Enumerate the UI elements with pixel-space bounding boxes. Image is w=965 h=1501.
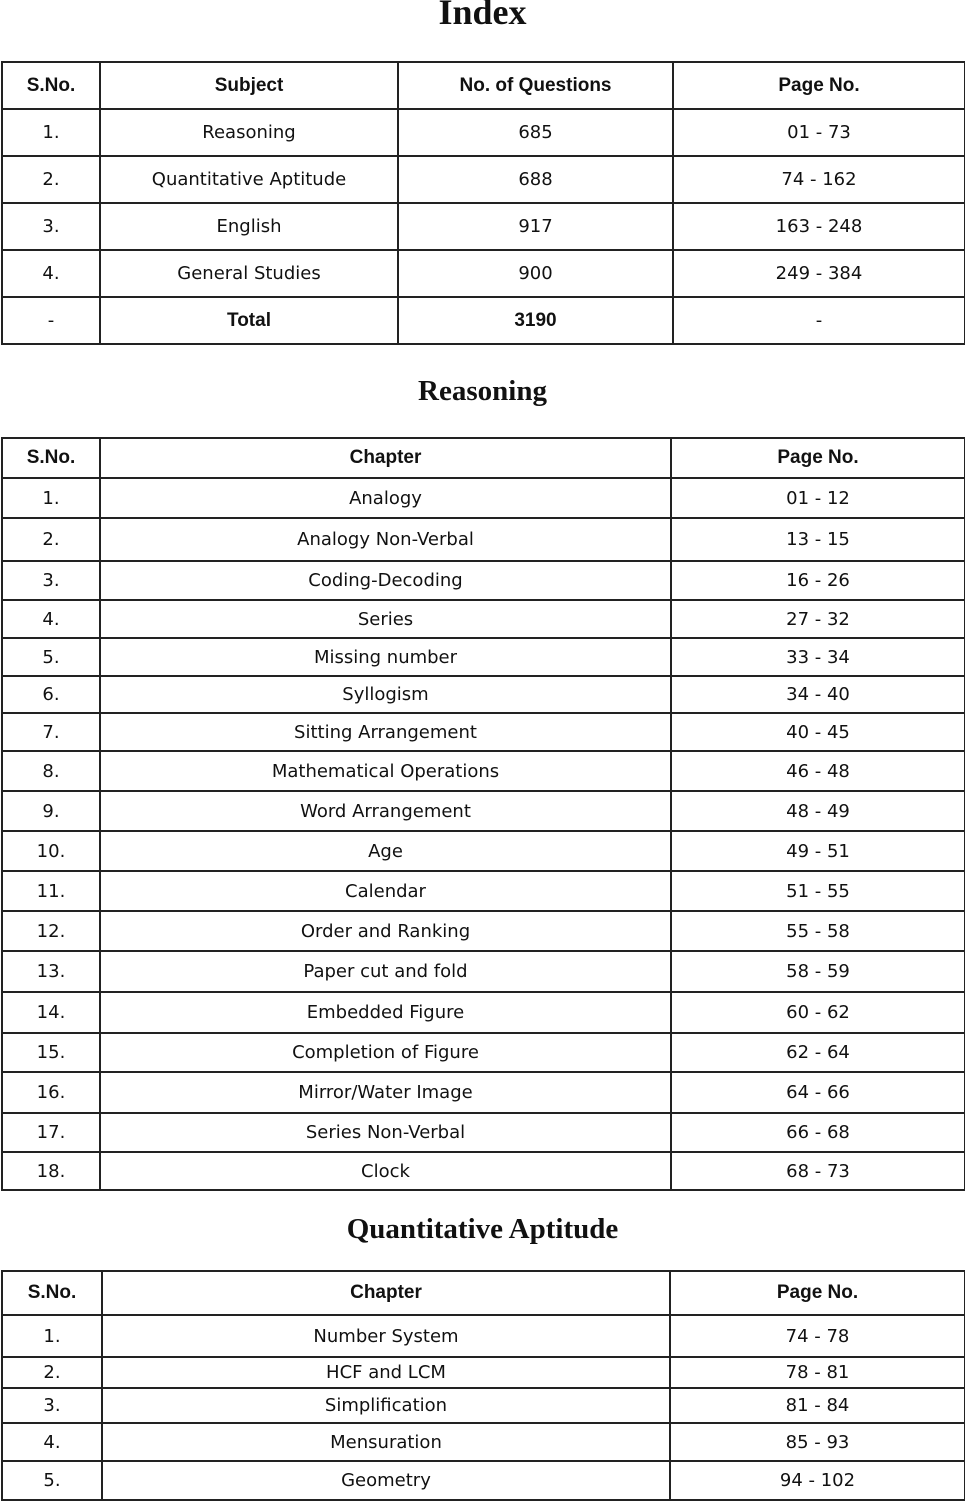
cell-page: 27 - 32	[671, 600, 965, 638]
cell-chapter: Mathematical Operations	[100, 751, 671, 791]
total-questions: 3190	[398, 297, 673, 344]
quant-title: Quantitative Aptitude	[346, 1213, 619, 1245]
cell-page: 40 - 45	[671, 713, 965, 751]
cell-chapter: Missing number	[100, 638, 671, 676]
cell-page: 66 - 68	[671, 1113, 965, 1152]
reasoning-title: Reasoning	[418, 375, 547, 407]
cell-chapter: Series Non-Verbal	[100, 1113, 671, 1152]
reasoning-header-row	[2, 438, 965, 478]
cell-chapter: Mensuration	[102, 1423, 670, 1461]
cell-chapter: Number System	[102, 1315, 670, 1357]
table-row	[2, 1423, 965, 1461]
quant-header-row	[2, 1271, 965, 1315]
cell-chapter: Sitting Arrangement	[100, 713, 671, 751]
index-table	[1, 61, 965, 345]
table-row	[2, 791, 965, 831]
cell-page: 33 - 34	[671, 638, 965, 676]
cell-chapter: Analogy	[100, 478, 671, 518]
cell-page: 60 - 62	[671, 992, 965, 1033]
header-page: Page No.	[671, 438, 965, 478]
cell-chapter: Syllogism	[100, 676, 671, 713]
header-sno: S.No.	[2, 438, 100, 478]
cell-page: 85 - 93	[670, 1423, 965, 1461]
cell-sno: 4.	[2, 600, 100, 638]
cell-questions: 900	[398, 250, 673, 297]
cell-chapter: Simplification	[102, 1388, 670, 1423]
cell-sno: 2.	[2, 156, 100, 203]
cell-sno: 4.	[2, 1423, 102, 1461]
cell-page: 49 - 51	[671, 831, 965, 871]
cell-page: 68 - 73	[671, 1152, 965, 1190]
cell-page: 78 - 81	[670, 1357, 965, 1388]
cell-sno: 13.	[2, 951, 100, 992]
cell-page: 48 - 49	[671, 791, 965, 831]
cell-sno: 10.	[2, 831, 100, 871]
index-title: Index	[438, 0, 527, 32]
cell-page: 01 - 73	[673, 109, 965, 156]
cell-sno: 5.	[2, 638, 100, 676]
cell-chapter: Series	[100, 600, 671, 638]
cell-page: 94 - 102	[670, 1461, 965, 1500]
cell-sno: 6.	[2, 676, 100, 713]
reasoning-table	[1, 437, 965, 1191]
header-page: Page No.	[670, 1271, 965, 1315]
cell-subject: Reasoning	[100, 109, 398, 156]
cell-sno: 3.	[2, 203, 100, 250]
table-row	[2, 713, 965, 751]
cell-chapter: Geometry	[102, 1461, 670, 1500]
cell-chapter: HCF and LCM	[102, 1357, 670, 1388]
table-row	[2, 1033, 965, 1072]
cell-subject: Quantitative Aptitude	[100, 156, 398, 203]
table-row	[2, 1461, 965, 1500]
cell-page: 58 - 59	[671, 951, 965, 992]
cell-chapter: Word Arrangement	[100, 791, 671, 831]
cell-sno: 9.	[2, 791, 100, 831]
table-row	[2, 951, 965, 992]
table-row	[2, 561, 965, 600]
table-row	[2, 676, 965, 713]
total-page: -	[673, 297, 965, 344]
cell-sno: 7.	[2, 713, 100, 751]
cell-sno: 2.	[2, 1357, 102, 1388]
cell-sno: 11.	[2, 871, 100, 911]
header-chapter: Chapter	[100, 438, 671, 478]
cell-page: 34 - 40	[671, 676, 965, 713]
table-row	[2, 1315, 965, 1357]
total-sno: -	[2, 297, 100, 344]
cell-page: 51 - 55	[671, 871, 965, 911]
cell-page: 13 - 15	[671, 518, 965, 561]
cell-sno: 1.	[2, 478, 100, 518]
table-row	[2, 156, 965, 203]
cell-page: 16 - 26	[671, 561, 965, 600]
cell-sno: 15.	[2, 1033, 100, 1072]
header-subject: Subject	[100, 62, 398, 109]
cell-chapter: Clock	[100, 1152, 671, 1190]
table-row	[2, 109, 965, 156]
table-row	[2, 871, 965, 911]
cell-sno: 4.	[2, 250, 100, 297]
index-header-row	[2, 62, 965, 109]
table-row	[2, 1357, 965, 1388]
cell-sno: 12.	[2, 911, 100, 951]
cell-chapter: Analogy Non-Verbal	[100, 518, 671, 561]
table-row	[2, 518, 965, 561]
cell-sno: 14.	[2, 992, 100, 1033]
cell-sno: 8.	[2, 751, 100, 791]
header-questions: No. of Questions	[398, 62, 673, 109]
table-row	[2, 600, 965, 638]
table-row	[2, 1388, 965, 1423]
table-row	[2, 203, 965, 250]
cell-questions: 917	[398, 203, 673, 250]
cell-chapter: Coding-Decoding	[100, 561, 671, 600]
header-page: Page No.	[673, 62, 965, 109]
cell-page: 74 - 78	[670, 1315, 965, 1357]
table-row	[2, 638, 965, 676]
cell-questions: 685	[398, 109, 673, 156]
cell-chapter: Age	[100, 831, 671, 871]
header-chapter: Chapter	[102, 1271, 670, 1315]
table-row	[2, 992, 965, 1033]
cell-sno: 3.	[2, 1388, 102, 1423]
cell-chapter: Order and Ranking	[100, 911, 671, 951]
cell-page: 55 - 58	[671, 911, 965, 951]
cell-sno: 2.	[2, 518, 100, 561]
cell-chapter: Completion of Figure	[100, 1033, 671, 1072]
cell-page: 81 - 84	[670, 1388, 965, 1423]
cell-page: 01 - 12	[671, 478, 965, 518]
quant-table	[1, 1270, 965, 1501]
total-row	[2, 297, 965, 344]
cell-sno: 1.	[2, 1315, 102, 1357]
cell-chapter: Paper cut and fold	[100, 951, 671, 992]
cell-sno: 17.	[2, 1113, 100, 1152]
header-sno: S.No.	[2, 1271, 102, 1315]
table-row	[2, 1072, 965, 1113]
total-label: Total	[100, 297, 398, 344]
table-row	[2, 831, 965, 871]
cell-sno: 18.	[2, 1152, 100, 1190]
cell-chapter: Calendar	[100, 871, 671, 911]
cell-sno: 1.	[2, 109, 100, 156]
cell-page: 62 - 64	[671, 1033, 965, 1072]
cell-page: 46 - 48	[671, 751, 965, 791]
cell-page: 163 - 248	[673, 203, 965, 250]
cell-sno: 16.	[2, 1072, 100, 1113]
cell-chapter: Mirror/Water Image	[100, 1072, 671, 1113]
table-row	[2, 250, 965, 297]
cell-chapter: Embedded Figure	[100, 992, 671, 1033]
cell-page: 249 - 384	[673, 250, 965, 297]
cell-sno: 5.	[2, 1461, 102, 1500]
table-row	[2, 1113, 965, 1152]
cell-page: 74 - 162	[673, 156, 965, 203]
cell-questions: 688	[398, 156, 673, 203]
cell-subject: General Studies	[100, 250, 398, 297]
cell-page: 64 - 66	[671, 1072, 965, 1113]
header-sno: S.No.	[2, 62, 100, 109]
cell-sno: 3.	[2, 561, 100, 600]
cell-subject: English	[100, 203, 398, 250]
table-row	[2, 911, 965, 951]
table-row	[2, 478, 965, 518]
table-row	[2, 751, 965, 791]
table-row	[2, 1152, 965, 1190]
